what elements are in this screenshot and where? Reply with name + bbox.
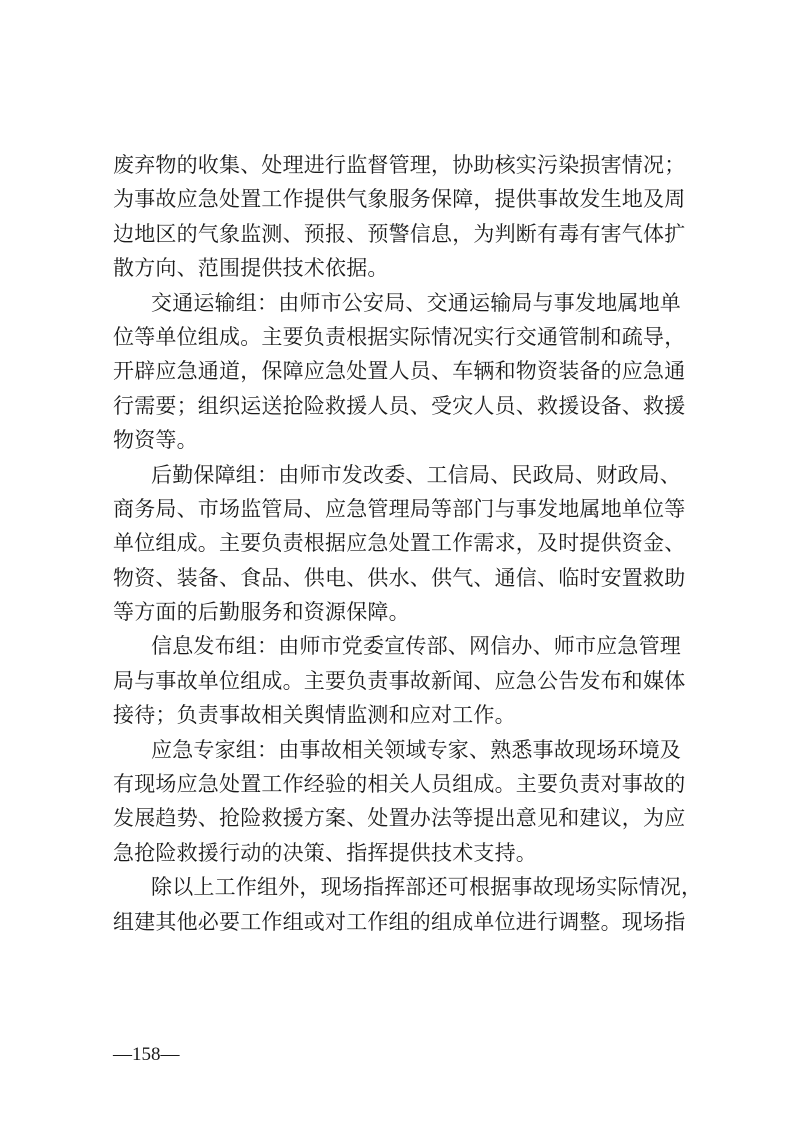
text-line: 物资、装备、食品、供电、供水、供气、通信、临时安置救助	[113, 565, 686, 590]
text-line: 边地区的气象监测、预报、预警信息，为判断有毒有害气体扩	[113, 221, 686, 246]
page-number: —158—	[113, 1044, 180, 1065]
text-line: 单位组成。主要负责根据应急处置工作需求，及时提供资金、	[113, 531, 686, 556]
paragraph-logistics-group	[113, 458, 685, 630]
text-line: 应急专家组：由事故相关领域专家、熟悉事故现场环境及	[151, 737, 681, 762]
text-line: 交通运输组：由师市公安局、交通运输局与事发地属地单	[151, 290, 681, 315]
text-line: 物资等。	[113, 428, 198, 453]
text-line: 开辟应急通道，保障应急处置人员、车辆和物资装备的应急通	[113, 359, 686, 384]
text-line: 等方面的后勤服务和资源保障。	[113, 600, 410, 625]
paragraph-expert-group	[113, 733, 685, 871]
text-line: 接待；负责事故相关舆情监测和应对工作。	[113, 703, 516, 728]
text-line: 为事故应急处置工作提供气象服务保障，提供事故发生地及周	[113, 187, 686, 212]
text-line: 商务局、市场监管局、应急管理局等部门与事发地属地单位等	[113, 496, 686, 521]
text-line: 发展趋势、抢险救援方案、处置办法等提出意见和建议，为应	[113, 806, 686, 831]
text-line: 信息发布组：由师市党委宣传部、网信办、师市应急管理	[151, 634, 681, 659]
text-line: 散方向、范围提供技术依据。	[113, 256, 389, 281]
paragraph-waste-weather	[113, 148, 685, 286]
text-line: 组建其他必要工作组或对工作组的组成单位进行调整。现场指	[113, 909, 686, 934]
text-line: 后勤保障组：由师市发改委、工信局、民政局、财政局、	[151, 462, 681, 487]
paragraph-info-release-group	[113, 629, 685, 732]
text-line: 局与事故单位组成。主要负责事故新闻、应急公告发布和媒体	[113, 668, 686, 693]
text-line: 急抢险救援行动的决策、指挥提供技术支持。	[113, 840, 537, 865]
text-line: 有现场应急处置工作经验的相关人员组成。主要负责对事故的	[113, 772, 686, 797]
document-body	[113, 148, 703, 939]
text-line: 位等单位组成。主要负责根据实际情况实行交通管制和疏导，	[113, 324, 686, 349]
text-line: 行需要；组织运送抢险救援人员、受灾人员、救援设备、救援	[113, 393, 686, 418]
text-line: 废弃物的收集、处理进行监督管理，协助核实污染损害情况；	[113, 153, 686, 177]
paragraph-transport-group	[113, 286, 685, 458]
text-line: 除以上工作组外，现场指挥部还可根据事故现场实际情况，	[151, 875, 703, 900]
paragraph-other-groups	[113, 870, 703, 939]
